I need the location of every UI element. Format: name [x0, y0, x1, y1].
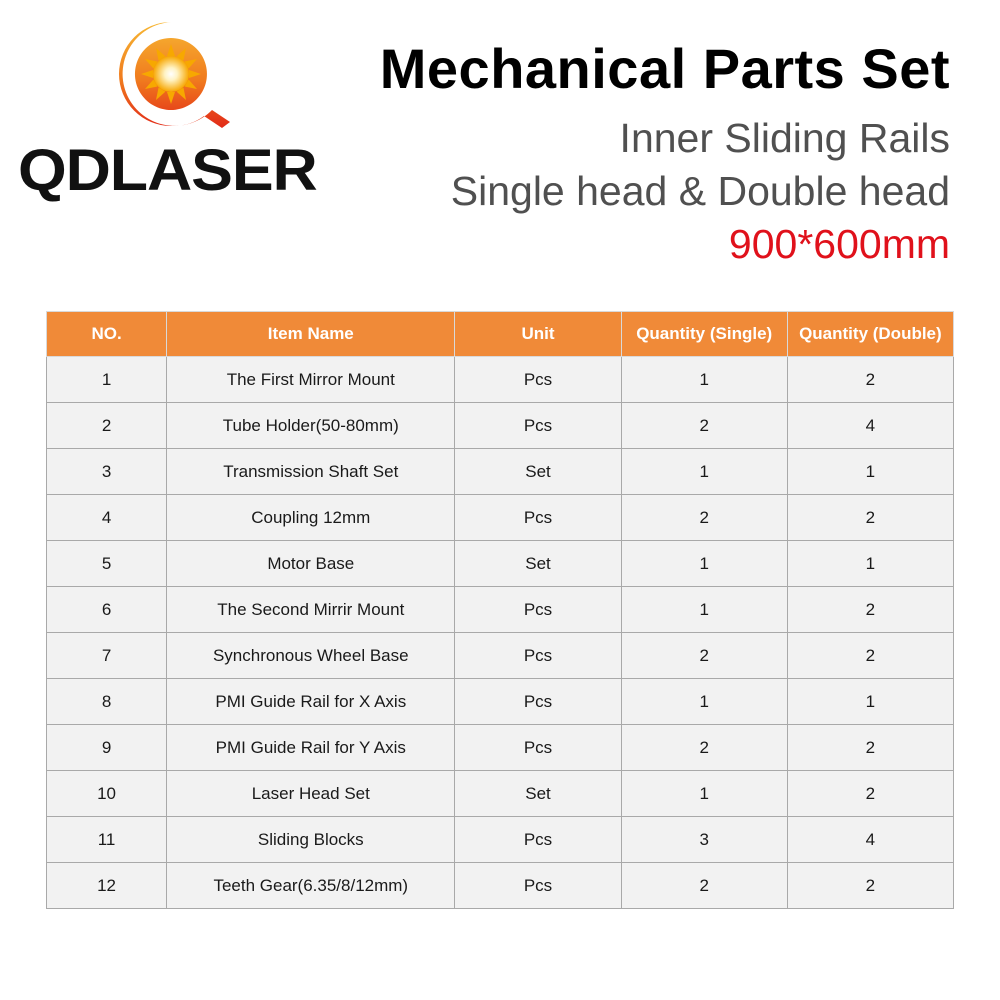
cell-quantity-single: 2	[621, 863, 787, 909]
cell-no: 3	[47, 449, 167, 495]
column-header-item-name: Item Name	[167, 312, 455, 357]
cell-item-name: Teeth Gear(6.35/8/12mm)	[167, 863, 455, 909]
cell-quantity-double: 4	[787, 817, 953, 863]
cell-item-name: Sliding Blocks	[167, 817, 455, 863]
cell-unit: Pcs	[455, 587, 621, 633]
sun-ring-icon	[106, 18, 236, 138]
cell-quantity-single: 2	[621, 403, 787, 449]
cell-quantity-double: 1	[787, 541, 953, 587]
table-body	[47, 357, 954, 909]
cell-quantity-double: 2	[787, 725, 953, 771]
table-header	[47, 312, 954, 357]
cell-item-name: The First Mirror Mount	[167, 357, 455, 403]
cell-quantity-single: 2	[621, 725, 787, 771]
cell-no: 1	[47, 357, 167, 403]
cell-item-name: Synchronous Wheel Base	[167, 633, 455, 679]
table-row	[47, 679, 954, 725]
cell-item-name: PMI Guide Rail for Y Axis	[167, 725, 455, 771]
heading-block	[380, 38, 950, 269]
table-row	[47, 495, 954, 541]
cell-quantity-double: 4	[787, 403, 953, 449]
cell-unit: Pcs	[455, 725, 621, 771]
cell-quantity-single: 1	[621, 449, 787, 495]
brand-wordmark: QDLASER	[18, 138, 317, 203]
cell-quantity-double: 2	[787, 587, 953, 633]
cell-no: 8	[47, 679, 167, 725]
table-row	[47, 449, 954, 495]
cell-item-name: Transmission Shaft Set	[167, 449, 455, 495]
cell-unit: Pcs	[455, 357, 621, 403]
cell-quantity-single: 2	[621, 633, 787, 679]
column-header-quantity-double: Quantity (Double)	[787, 312, 953, 357]
header-row	[47, 312, 954, 357]
cell-quantity-double: 2	[787, 771, 953, 817]
cell-item-name: The Second Mirrir Mount	[167, 587, 455, 633]
table-row	[47, 725, 954, 771]
cell-no: 9	[47, 725, 167, 771]
cell-no: 6	[47, 587, 167, 633]
cell-quantity-double: 1	[787, 449, 953, 495]
brand-logo	[18, 18, 318, 208]
cell-quantity-single: 1	[621, 357, 787, 403]
page-title: Mechanical Parts Set	[379, 37, 950, 100]
cell-no: 4	[47, 495, 167, 541]
cell-item-name: Tube Holder(50-80mm)	[167, 403, 455, 449]
table-row	[47, 771, 954, 817]
cell-no: 12	[47, 863, 167, 909]
cell-item-name: PMI Guide Rail for X Axis	[167, 679, 455, 725]
cell-quantity-double: 2	[787, 357, 953, 403]
table-row	[47, 357, 954, 403]
cell-unit: Set	[455, 771, 621, 817]
cell-unit: Pcs	[455, 403, 621, 449]
cell-no: 5	[47, 541, 167, 587]
cell-quantity-single: 3	[621, 817, 787, 863]
cell-quantity-single: 1	[621, 771, 787, 817]
table-row	[47, 863, 954, 909]
cell-quantity-single: 1	[621, 587, 787, 633]
table-row	[47, 633, 954, 679]
table-row	[47, 817, 954, 863]
cell-quantity-double: 2	[787, 863, 953, 909]
column-header-quantity-single: Quantity (Single)	[621, 312, 787, 357]
cell-quantity-single: 1	[621, 541, 787, 587]
cell-no: 11	[47, 817, 167, 863]
cell-unit: Set	[455, 541, 621, 587]
column-header-no: NO.	[47, 312, 167, 357]
cell-no: 7	[47, 633, 167, 679]
cell-unit: Pcs	[455, 863, 621, 909]
cell-no: 2	[47, 403, 167, 449]
column-header-unit: Unit	[455, 312, 621, 357]
cell-unit: Pcs	[455, 679, 621, 725]
subtitle-rails: Inner Sliding Rails	[619, 114, 950, 161]
cell-item-name: Motor Base	[167, 541, 455, 587]
cell-no: 10	[47, 771, 167, 817]
cell-unit: Pcs	[455, 817, 621, 863]
cell-quantity-single: 2	[621, 495, 787, 541]
cell-item-name: Coupling 12mm	[167, 495, 455, 541]
table-row	[47, 541, 954, 587]
cell-quantity-double: 1	[787, 679, 953, 725]
table-row	[47, 403, 954, 449]
cell-unit: Pcs	[455, 495, 621, 541]
cell-unit: Set	[455, 449, 621, 495]
cell-quantity-single: 1	[621, 679, 787, 725]
cell-quantity-double: 2	[787, 495, 953, 541]
cell-item-name: Laser Head Set	[167, 771, 455, 817]
size-label: 900*600mm	[728, 220, 950, 267]
cell-unit: Pcs	[455, 633, 621, 679]
parts-table	[46, 311, 954, 909]
table-row	[47, 587, 954, 633]
subtitle-heads: Single head & Double head	[450, 167, 950, 214]
cell-quantity-double: 2	[787, 633, 953, 679]
